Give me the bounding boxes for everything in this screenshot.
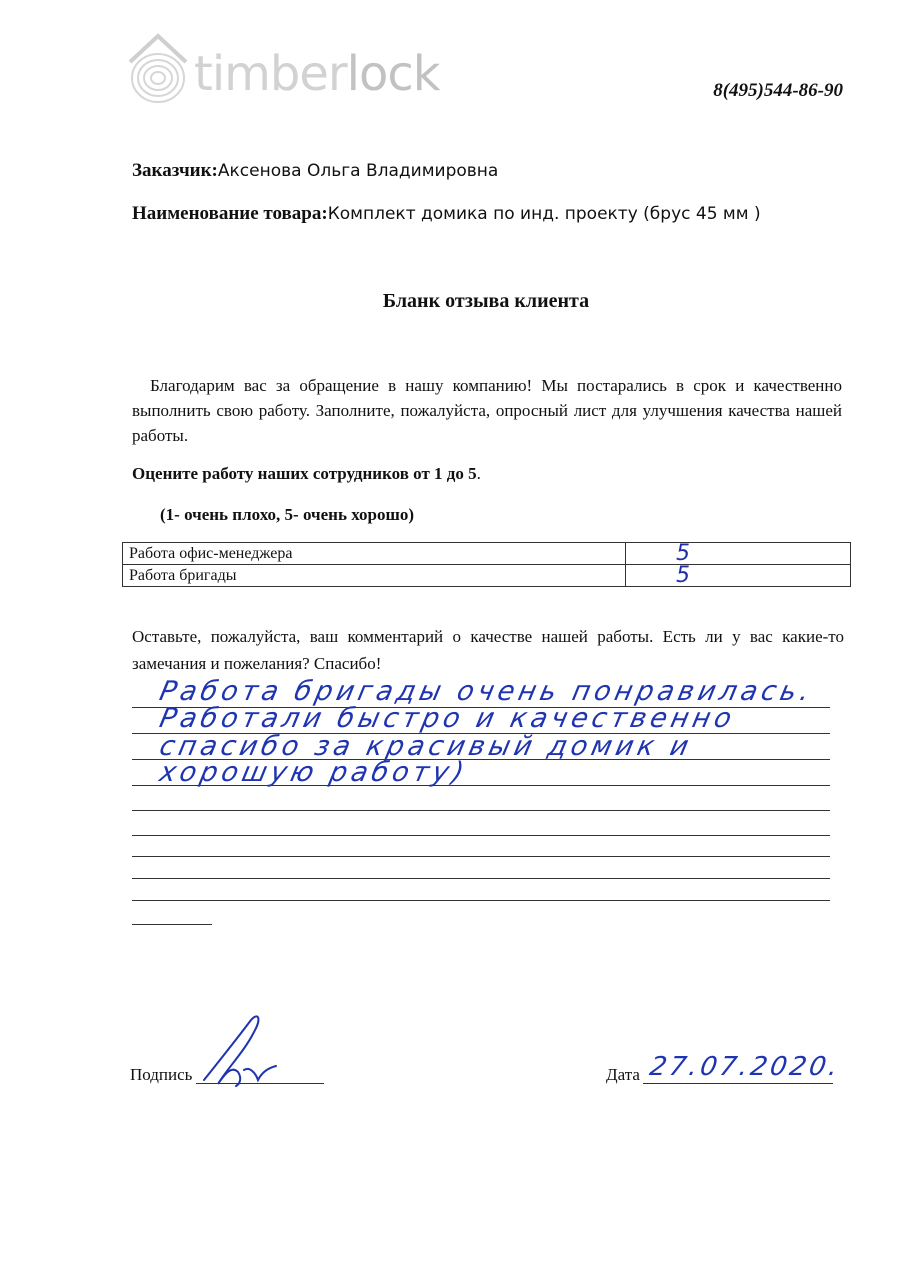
comment-line	[132, 810, 830, 811]
comment-prompt: Оставьте, пожалуйста, ваш комментарий о качестве нашей работы. Есть ли у вас какие-то замечания и пожелания? Спасибо!	[132, 627, 844, 673]
rating-score[interactable]: 5	[626, 565, 851, 587]
customer-value: Аксенова Ольга Владимировна	[217, 161, 499, 181]
rating-name: Работа офис-менеджера	[123, 543, 626, 565]
rating-scale-note: (1- очень плохо, 5- очень хорошо)	[160, 505, 415, 524]
rating-heading: Оцените работу наших сотрудников от 1 до 5.	[132, 464, 481, 483]
handwritten-comment-line: хорошую работу)	[156, 757, 471, 788]
date-line	[643, 1083, 833, 1084]
product-field	[132, 203, 761, 225]
date-value: 27.07.2020.	[647, 1052, 843, 1082]
rating-name: Работа бригады	[123, 565, 626, 587]
handwritten-comment-line: Работали быстро и качественно	[156, 703, 739, 734]
comment-line	[132, 856, 830, 857]
comment-line	[132, 878, 830, 879]
handwritten-comment-line: Работа бригады очень понравилась.	[156, 676, 817, 707]
form-title: Бланк отзыва клиента	[382, 290, 590, 312]
signature-label: Подпись	[130, 1065, 193, 1084]
handwritten-comment-line: спасибо за красивый домик и	[156, 731, 696, 762]
comment-line	[132, 835, 830, 836]
comment-line	[132, 900, 830, 901]
table-row	[123, 543, 851, 565]
table-row	[123, 565, 851, 587]
phone-number: 8(495)544-86-90	[713, 80, 843, 101]
signature-icon	[196, 1010, 286, 1090]
company-logo-text: timberlock	[194, 46, 440, 102]
date-label: Дата	[606, 1065, 640, 1084]
customer-label: Заказчик:	[132, 160, 218, 181]
customer-field	[132, 160, 498, 182]
comment-line-end	[132, 924, 212, 925]
intro-paragraph: Благодарим вас за обращение в нашу компанию! Мы постарались в срок и качественно выполнить свою работу. Заполните, пожалуйста, опросный лист для улучшения качества нашей работы.	[132, 376, 842, 445]
ratings-table	[122, 542, 851, 587]
rating-score[interactable]: 5	[626, 543, 851, 565]
product-value: Комплект домика по инд. проекту (брус 45 мм )	[327, 204, 761, 224]
product-label: Наименование товара:	[132, 203, 328, 224]
